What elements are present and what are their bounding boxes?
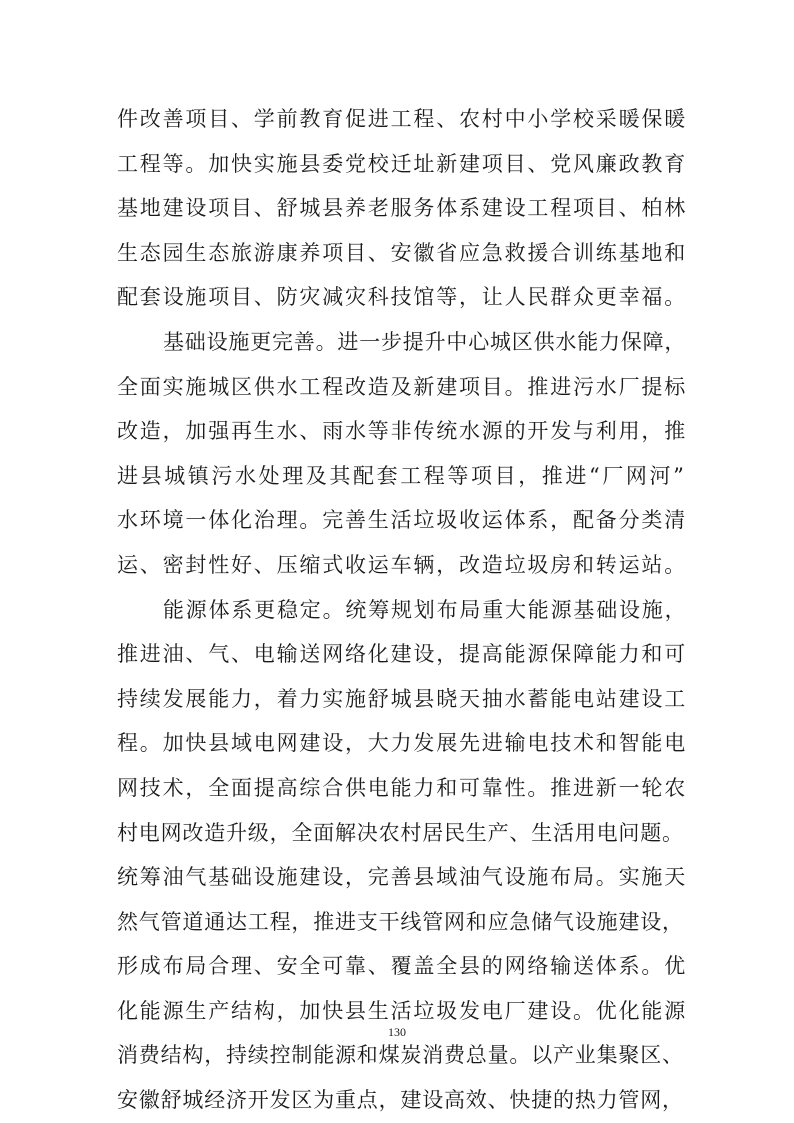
paragraph-public-services bbox=[117, 97, 688, 320]
text-line-rest: 进一步提升中心城区供水能力保障， bbox=[337, 329, 687, 354]
text-line: 化能源生产结构，加快县生活垃圾发电厂建设。优化能源 bbox=[117, 998, 687, 1023]
text-line: 基地建设项目、舒城县养老服务体系建设工程项目、柏林 bbox=[117, 196, 687, 221]
text-line-rest: 统筹规划布局重大能源基础设施， bbox=[345, 597, 688, 622]
text-line: 工程等。加快实施县委党校迁址新建项目、党风廉政教育 bbox=[117, 151, 687, 176]
paragraph-infrastructure bbox=[117, 320, 688, 588]
paragraph-lead: 能源体系更稳定。 bbox=[163, 597, 346, 622]
text-line bbox=[117, 320, 688, 365]
text-line: 配套设施项目、防灾减灾科技馆等，让人民群众更幸福。 bbox=[117, 285, 687, 310]
text-line: 推进油、气、电输送网络化建设，提高能源保障能力和可 bbox=[117, 642, 687, 667]
text-line: 安徽舒城经济开发区为重点，建设高效、快捷的热力管网， bbox=[117, 1088, 684, 1113]
text-line: 进县城镇污水处理及其配套工程等项目，推进“厂网河” bbox=[117, 463, 687, 488]
text-line: 消费结构，持续控制能源和煤炭消费总量。以产业集聚区、 bbox=[117, 1043, 684, 1068]
text-line: 持续发展能力，着力实施舒城县晓天抽水蓄能电站建设工 bbox=[117, 686, 687, 711]
text-line: 然气管道通达工程，推进支干线管网和应急储气设施建设， bbox=[117, 909, 684, 934]
text-line bbox=[117, 588, 688, 633]
paragraph-energy bbox=[117, 588, 688, 1123]
text-line: 村电网改造升级，全面解决农村居民生产、生活用电问题。 bbox=[117, 820, 684, 845]
text-line: 全面实施城区供水工程改造及新建项目。推进污水厂提标 bbox=[117, 374, 687, 399]
text-line: 改造，加强再生水、雨水等非传统水源的开发与利用，推 bbox=[117, 419, 687, 444]
text-line: 统筹油气基础设施建设，完善县域油气设施布局。实施天 bbox=[117, 865, 687, 890]
text-line: 形成布局合理、安全可靠、覆盖全县的网络输送体系。优 bbox=[117, 954, 687, 979]
text-line: 运、密封性好、压缩式收运车辆，改造垃圾房和转运站。 bbox=[117, 552, 687, 577]
body-text bbox=[117, 97, 688, 1123]
text-line: 水环境一体化治理。完善生活垃圾收运体系，配备分类清 bbox=[117, 508, 687, 533]
page-number: 130 bbox=[388, 1025, 406, 1039]
text-line: 生态园生态旅游康养项目、安徽省应急救援合训练基地和 bbox=[117, 240, 687, 265]
text-line: 网技术，全面提高综合供电能力和可靠性。推进新一轮农 bbox=[117, 775, 687, 800]
text-line: 程。加快县域电网建设，大力发展先进输电技术和智能电 bbox=[117, 731, 687, 756]
text-line: 件改善项目、学前教育促进工程、农村中小学校采暖保暖 bbox=[117, 107, 687, 131]
paragraph-lead: 基础设施更完善。 bbox=[163, 329, 338, 354]
